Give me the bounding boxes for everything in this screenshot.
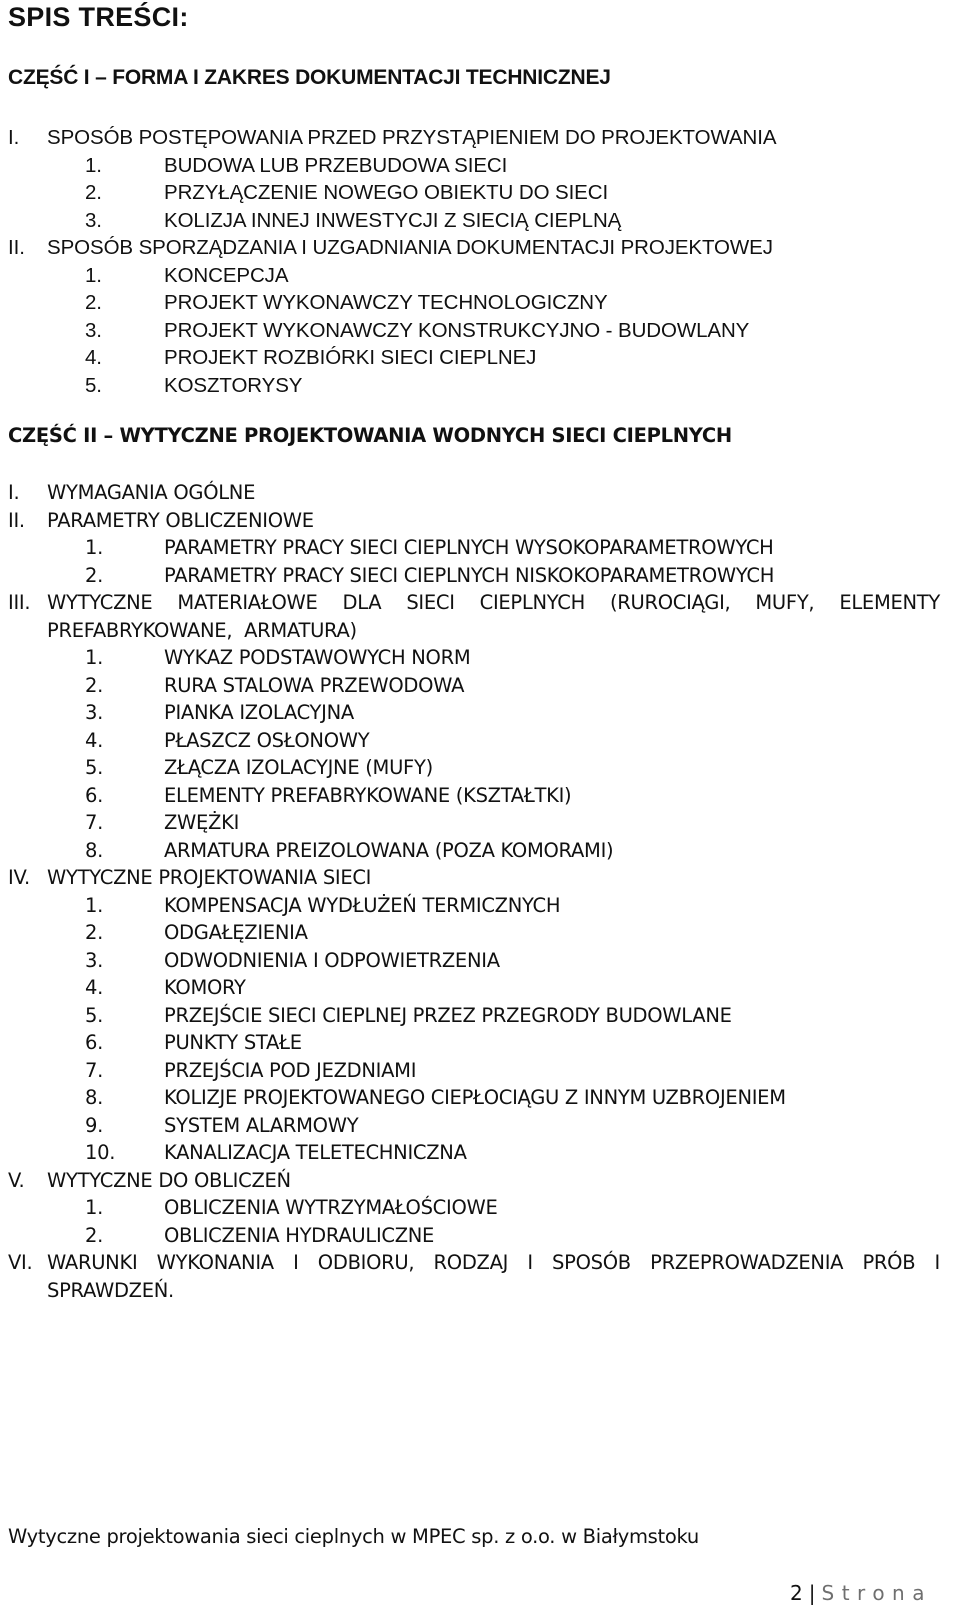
- toc-item: [8, 919, 958, 947]
- toc-item: [8, 809, 958, 837]
- toc-item-label: PROJEKT ROZBIÓRKI SIECI CIEPLNEJ: [164, 346, 537, 369]
- toc-item-number: 1.: [85, 893, 104, 917]
- toc-item-label: KOLIZJA INNEJ INWESTYCJI Z SIECIĄ CIEPLNĄ: [164, 208, 622, 232]
- toc-item-number: 8.: [85, 1086, 104, 1109]
- page-number: [790, 1581, 932, 1605]
- toc-section-label: WARUNKI WYKONANIA I ODBIORU, RODZAJ I SPOSÓB PRZEPROWADZENIA PRÓB I SPRAWDZEŃ.: [47, 1251, 940, 1302]
- toc-section-number: VI.: [8, 1251, 33, 1274]
- toc-item: [8, 534, 958, 562]
- toc-item-number: 2.: [85, 563, 104, 587]
- toc-section-label: WYTYCZNE PROJEKTOWANIA SIECI: [47, 866, 372, 889]
- toc-item-label: BUDOWA LUB PRZEBUDOWA SIECI: [164, 153, 508, 177]
- toc-item: [8, 837, 958, 865]
- toc-item: [8, 754, 958, 782]
- toc-item-label: KOSZTORYSY: [164, 373, 303, 397]
- toc-section: [8, 507, 958, 535]
- toc-item-label: OBLICZENIA HYDRAULICZNE: [164, 1223, 435, 1247]
- toc-section-number: II.: [8, 236, 25, 259]
- toc-section-number: III.: [8, 591, 31, 614]
- toc-item: [8, 562, 958, 590]
- toc-item: [8, 289, 958, 317]
- toc-item: [8, 1057, 958, 1085]
- page-title: SPIS TREŚCI:: [8, 2, 189, 32]
- footer-text: Wytyczne projektowania sieci cieplnych w MPEC sp. z o.o. w Białymstoku: [8, 1525, 699, 1548]
- toc-item-label: RURA STALOWA PRZEWODOWA: [164, 673, 465, 697]
- toc-item-label: PŁASZCZ OSŁONOWY: [164, 728, 370, 752]
- toc-item: [8, 672, 958, 700]
- toc-item: [8, 782, 958, 810]
- toc-item-label: ZŁĄCZA IZOLACYJNE (MUFY): [164, 756, 433, 779]
- toc-item: [8, 179, 958, 207]
- toc-item: [8, 317, 958, 345]
- toc-section-number: IV.: [8, 866, 30, 889]
- toc-item-number: 2.: [85, 181, 102, 204]
- toc-item-label: SYSTEM ALARMOWY: [164, 1113, 359, 1137]
- toc-item-number: 4.: [85, 728, 104, 752]
- toc-section: [8, 1249, 958, 1304]
- toc-section: [8, 1167, 958, 1195]
- toc-item-label: KONCEPCJA: [164, 263, 289, 287]
- toc-section: [8, 234, 958, 262]
- part-1-heading: CZĘŚĆ I – FORMA I ZAKRES DOKUMENTACJI TECHNICZNEJ: [8, 66, 611, 89]
- toc-item-number: 9.: [85, 1113, 104, 1137]
- toc-item-label: PARAMETRY PRACY SIECI CIEPLNYCH NISKOKOPARAMETROWYCH: [164, 563, 775, 587]
- toc-item-label: PIANKA IZOLACYJNA: [164, 701, 354, 724]
- toc-section-number: I.: [8, 481, 20, 504]
- toc-item-number: 5.: [85, 373, 102, 397]
- toc-section-label: SPOSÓB SPORZĄDZANIA I UZGADNIANIA DOKUMENTACJI PROJEKTOWEJ: [47, 236, 773, 259]
- toc-item-label: PRZEJŚCIA POD JEZDNIAMI: [164, 1058, 417, 1082]
- toc-item-number: 2.: [85, 673, 104, 697]
- toc-item: [8, 947, 958, 975]
- toc-item-label: PROJEKT WYKONAWCZY TECHNOLOGICZNY: [164, 291, 608, 314]
- toc-item-number: 1.: [85, 263, 102, 287]
- toc-item-number: 10.: [85, 1141, 116, 1164]
- toc-item-number: 5.: [85, 756, 104, 779]
- toc-section-label: WYMAGANIA OGÓLNE: [47, 481, 256, 504]
- toc-item-label: KANALIZACJA TELETECHNICZNA: [164, 1141, 467, 1164]
- toc-item: [8, 892, 958, 920]
- toc-item-label: PROJEKT WYKONAWCZY KONSTRUKCYJNO - BUDOWLANY: [164, 318, 750, 342]
- toc-item-label: PARAMETRY PRACY SIECI CIEPLNYCH WYSOKOPARAMETROWYCH: [164, 536, 774, 559]
- toc-item: [8, 1112, 958, 1140]
- toc-item-number: 2.: [85, 291, 102, 314]
- toc-item-label: PRZEJŚCIE SIECI CIEPLNEJ PRZEZ PRZEGRODY BUDOWLANE: [164, 1003, 732, 1027]
- toc-item: [8, 644, 958, 672]
- toc-item-number: 7.: [85, 1058, 104, 1082]
- toc-item: [8, 1029, 958, 1057]
- toc-item: [8, 727, 958, 755]
- toc-item-number: 3.: [85, 701, 104, 724]
- toc-section-label: WYTYCZNE DO OBLICZEŃ: [47, 1168, 291, 1192]
- toc-item-label: ZWĘŻKI: [164, 811, 240, 834]
- toc-part-1: [8, 124, 958, 399]
- toc-section-label: PARAMETRY OBLICZENIOWE: [47, 508, 314, 532]
- toc-part-2: [8, 479, 958, 1304]
- toc-item: [8, 344, 958, 372]
- toc-item-number: 6.: [85, 783, 104, 807]
- toc-item: [8, 262, 958, 290]
- toc-item: [8, 1002, 958, 1030]
- toc-section: [8, 864, 958, 892]
- toc-item-label: OBLICZENIA WYTRZYMAŁOŚCIOWE: [164, 1196, 498, 1219]
- toc-item-number: 1.: [85, 153, 102, 177]
- toc-item-label: ODGAŁĘZIENIA: [164, 921, 308, 944]
- toc-section: [8, 589, 958, 644]
- toc-item-number: 3.: [85, 318, 102, 342]
- toc-item: [8, 1222, 958, 1250]
- toc-item-number: 2.: [85, 1223, 104, 1247]
- toc-section: [8, 124, 958, 152]
- toc-section-label: WYTYCZNE MATERIAŁOWE DLA SIECI CIEPLNYCH (RUROCIĄGI, MUFY, ELEMENTY PREFABRYKOWANE, ARMATURA): [47, 591, 940, 642]
- page-word: Strona: [821, 1581, 932, 1605]
- toc-item: [8, 372, 958, 400]
- toc-section: [8, 479, 958, 507]
- toc-item: [8, 152, 958, 180]
- toc-item: [8, 207, 958, 235]
- toc-item-label: KOLIZJE PROJEKTOWANEGO CIEPŁOCIĄGU Z INNYM UZBROJENIEM: [164, 1086, 786, 1109]
- toc-item-number: 2.: [85, 921, 104, 944]
- toc-item: [8, 1139, 958, 1167]
- part-2-heading: CZĘŚĆ II – WYTYCZNE PROJEKTOWANIA WODNYCH SIECI CIEPLNYCH: [8, 424, 732, 447]
- toc-item-label: KOMPENSACJA WYDŁUŻEŃ TERMICZNYCH: [164, 893, 561, 917]
- toc-item-number: 3.: [85, 208, 102, 232]
- toc-item: [8, 1084, 958, 1112]
- toc-item-number: 6.: [85, 1031, 104, 1054]
- page-number-value: 2: [790, 1581, 803, 1605]
- page-number-separator: |: [808, 1581, 816, 1605]
- toc-item: [8, 699, 958, 727]
- toc-item-label: ODWODNIENIA I ODPOWIETRZENIA: [164, 948, 500, 972]
- toc-section-label: SPOSÓB POSTĘPOWANIA PRZED PRZYSTĄPIENIEM DO PROJEKTOWANIA: [47, 126, 777, 149]
- toc-item-number: 1.: [85, 536, 104, 559]
- toc-item-number: 3.: [85, 948, 104, 972]
- toc-item-number: 4.: [85, 346, 102, 369]
- toc-item: [8, 974, 958, 1002]
- toc-section-number: II.: [8, 508, 25, 532]
- toc-item-label: ELEMENTY PREFABRYKOWANE (KSZTAŁTKI): [164, 783, 572, 807]
- toc-item-number: 8.: [85, 838, 104, 862]
- toc-section-number: I.: [8, 126, 20, 149]
- toc-item-number: 7.: [85, 811, 104, 834]
- toc-item-number: 1.: [85, 1196, 104, 1219]
- toc-item-label: WYKAZ PODSTAWOWYCH NORM: [164, 646, 471, 669]
- toc-section-number: V.: [8, 1168, 25, 1192]
- toc-item-label: KOMORY: [164, 976, 246, 999]
- toc-item-label: ARMATURA PREIZOLOWANA (POZA KOMORAMI): [164, 838, 614, 862]
- toc-item-number: 5.: [85, 1003, 104, 1027]
- toc-item: [8, 1194, 958, 1222]
- toc-item-label: PUNKTY STAŁE: [164, 1031, 302, 1054]
- toc-item-number: 1.: [85, 646, 104, 669]
- toc-item-label: PRZYŁĄCZENIE NOWEGO OBIEKTU DO SIECI: [164, 181, 609, 204]
- toc-item-number: 4.: [85, 976, 104, 999]
